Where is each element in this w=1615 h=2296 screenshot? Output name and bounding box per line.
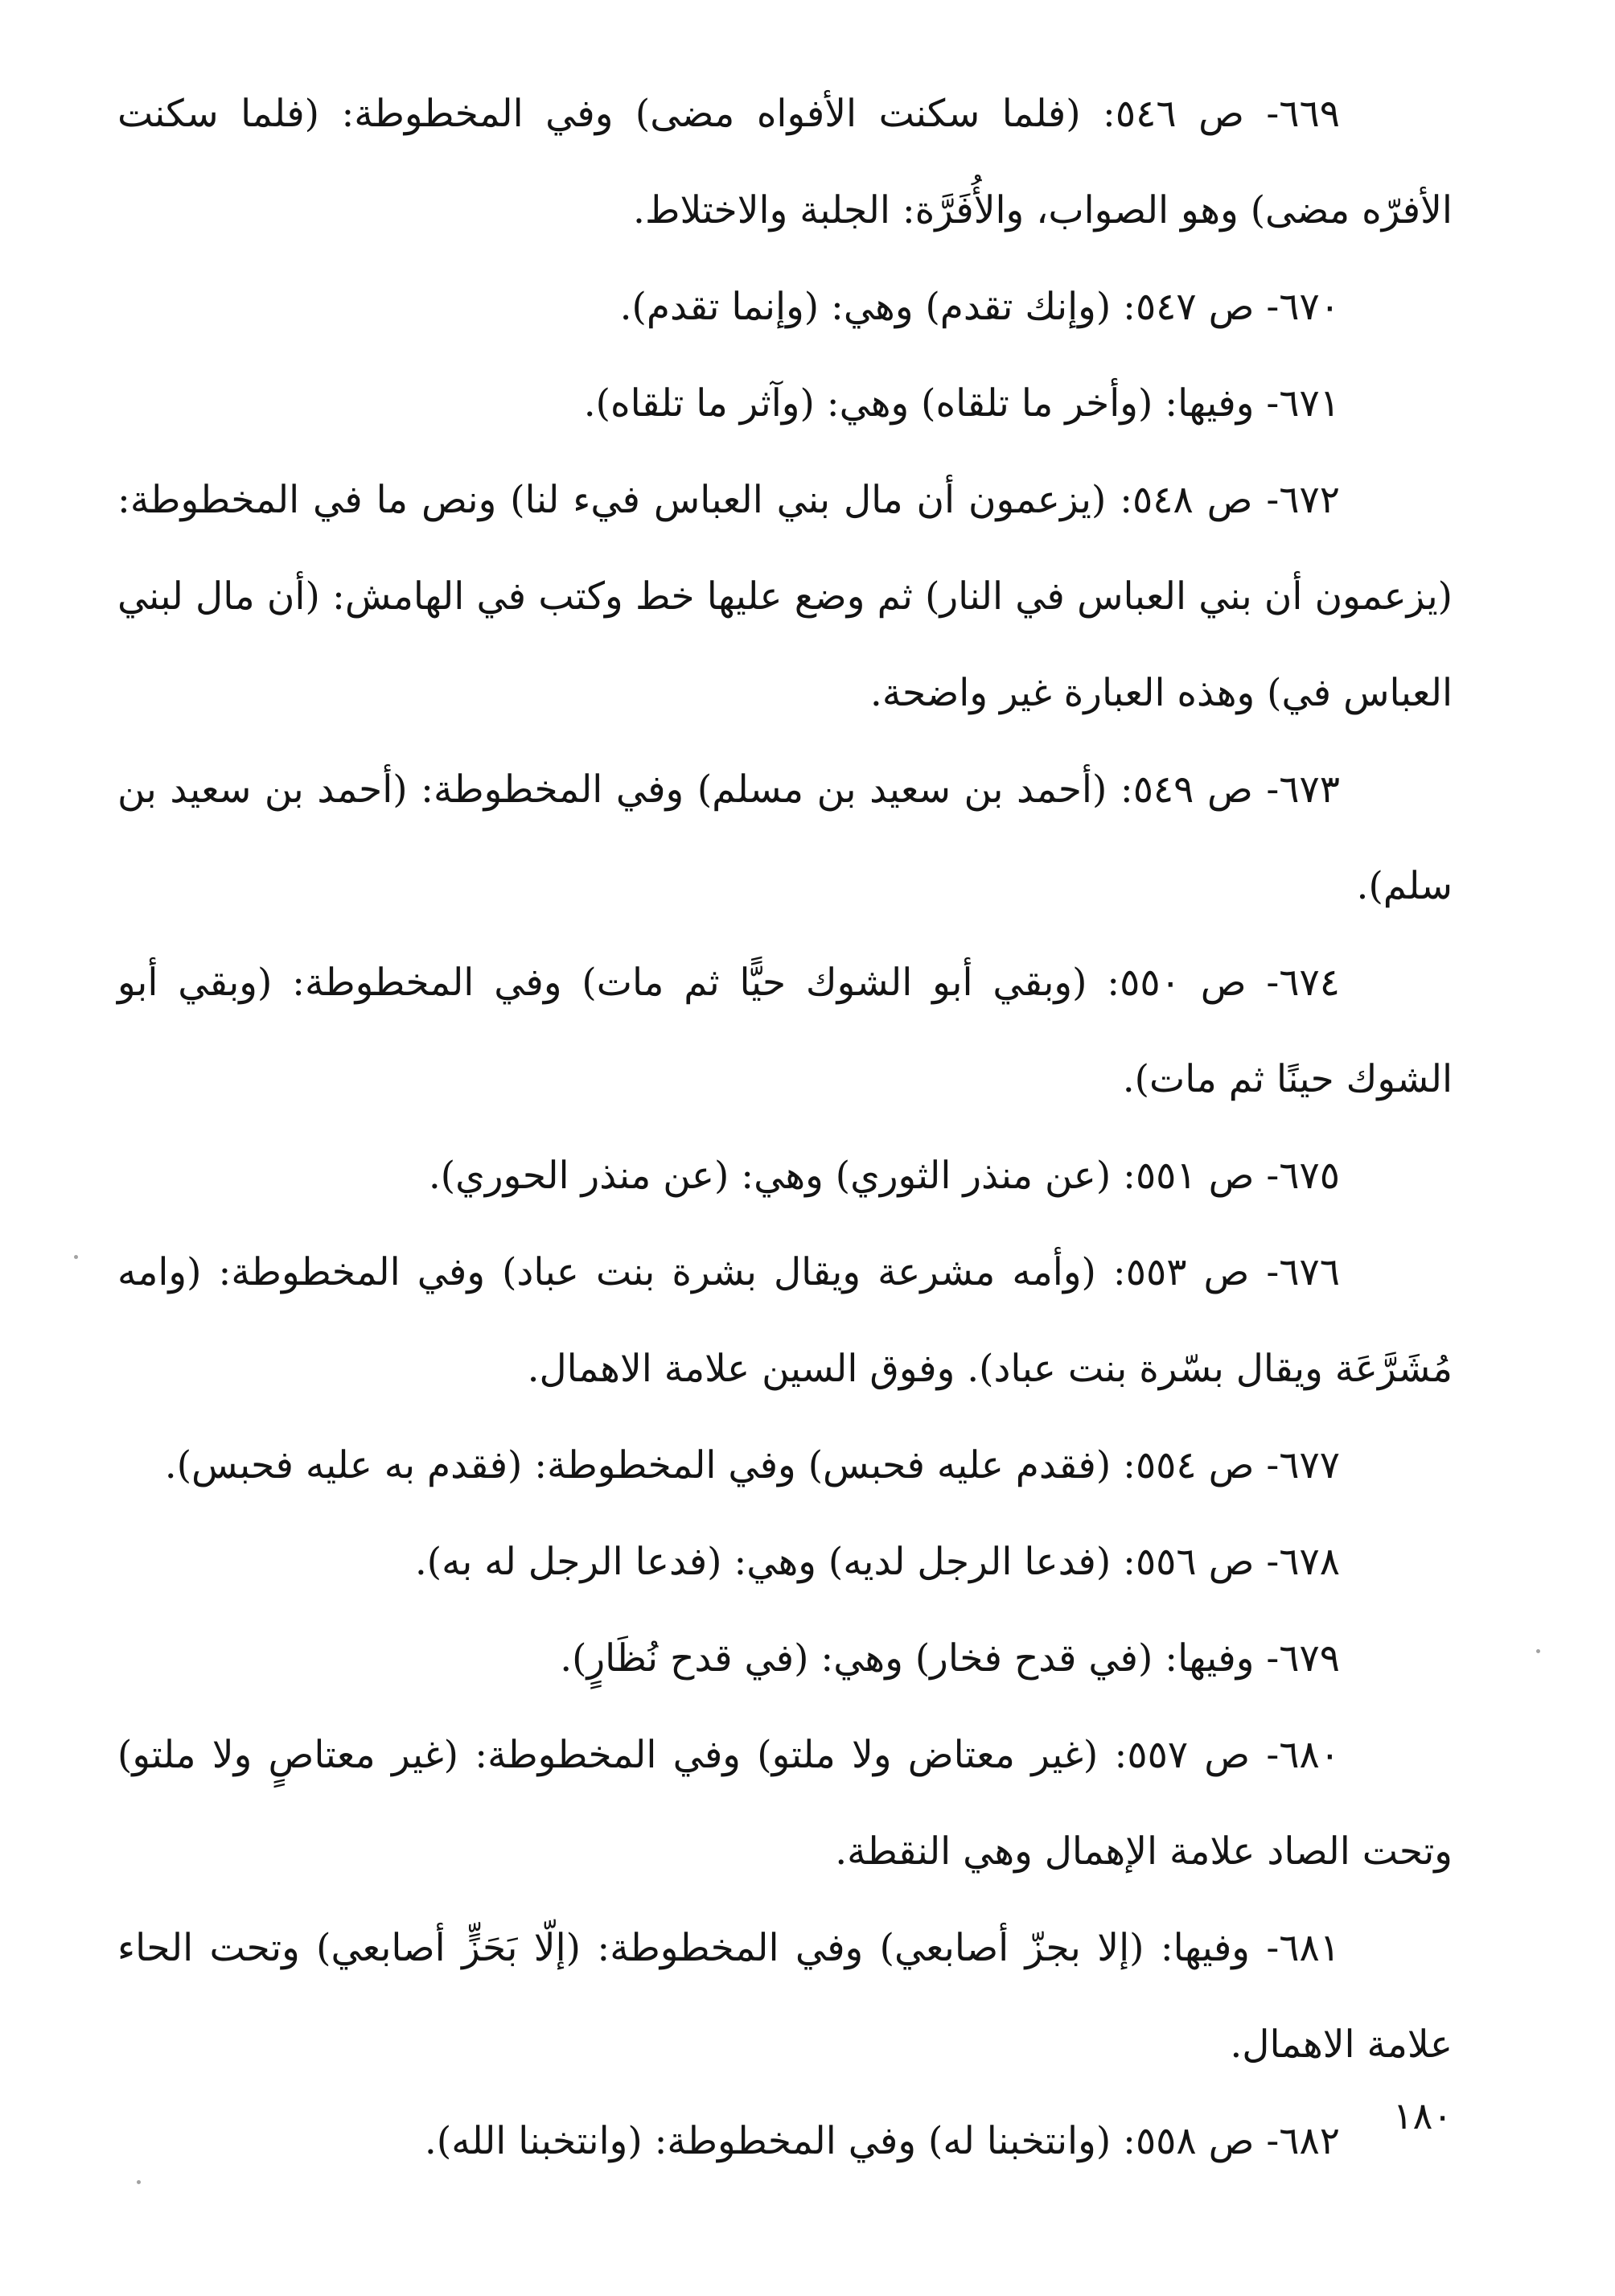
entry-679: ٦٧٩- وفيها: (في قدح فخار) وهي: (في قدح نُظَارٍ). <box>560 1636 1340 1681</box>
entry-674: ٦٧٤- ص ٥٥٠: (وبقي أبو الشوك حيًّا ثم مات) وفي المخطوطة: (وبقي أبو الشوك حينًا ثم مات). <box>117 961 1453 1101</box>
entry-671: ٦٧١- وفيها: (وأخر ما تلقاه) وهي: (وآثر ما تلقاه). <box>583 381 1340 426</box>
entry-675: ٦٧٥- ص ٥٥١: (عن منذر الثوري) وهي: (عن منذر الحوري). <box>428 1154 1340 1198</box>
entry-682: ٦٨٢- ص ٥٥٨: (وانتخبنا له) وفي المخطوطة: (وانتخبنا الله). <box>424 2119 1340 2163</box>
entry-680: ٦٨٠- ص ٥٥٧: (غير معتاض ولا ملتو) وفي المخطوطة: (غير معتاصٍ ولا ملتو) وتحت الصاد علامة الإهمال وهي النقطة. <box>117 1733 1453 1874</box>
entry-672: ٦٧٢- ص ٥٤٨: (يزعمون أن مال بني العباس فيء لنا) ونص ما في المخطوطة: (يزعمون أن بني العباس في النار) ثم وضع عليها خط وكتب في الهامش: (أن مال لبني العباس في) وهذه العبارة غير واضحة. <box>117 478 1453 715</box>
scan-speck <box>137 2180 141 2184</box>
entry-670: ٦٧٠- ص ٥٤٧: (وإنك تقدم) وهي: (وإنما تقدم). <box>619 285 1340 329</box>
entry-678: ٦٧٨- ص ٥٥٦: (فدعا الرجل لديه) وهي: (فدعا الرجل له به). <box>414 1540 1340 1584</box>
entry-673: ٦٧٣- ص ٥٤٩: (أحمد بن سعيد بن مسلم) وفي المخطوطة: (أحمد بن سعيد بن سلم). <box>117 767 1453 908</box>
entry-677: ٦٧٧- ص ٥٥٤: (فقدم عليه فحبس) وفي المخطوطة: (فقدم به عليه فحبس). <box>164 1443 1340 1487</box>
scan-speck <box>1536 1649 1540 1653</box>
scan-speck <box>74 1255 78 1259</box>
entry-681: ٦٨١- وفيها: (إلا بجزّ أصابعي) وفي المخطوطة: (إلّا بَحَزٍّ أصابعي) وتحت الحاء علامة الاهمال. <box>117 1926 1453 2067</box>
page-body <box>117 66 1453 2190</box>
entry-676: ٦٧٦- ص ٥٥٣: (وأمه مشرعة ويقال بشرة بنت عباد) وفي المخطوطة: (وامه مُشَرَّعَة ويقال بسّرة بنت عباد). وفوق السين علامة الاهمال. <box>117 1250 1453 1391</box>
entry-669: ٦٦٩- ص ٥٤٦: (فلما سكنت الأفواه مضى) وفي المخطوطة: (فلما سكنت الأفرّه مضى) وهو الصواب، والأُفَرَّة: الجلبة والاختلاط. <box>117 92 1453 232</box>
page-number: ١٨٠ <box>1392 2094 1453 2138</box>
